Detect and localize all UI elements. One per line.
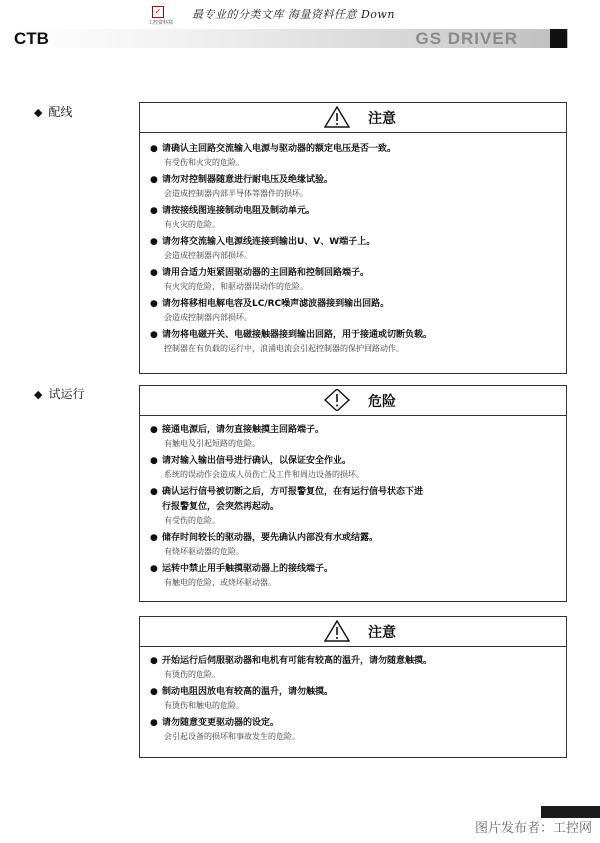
- bullet-dot-icon: ●: [150, 175, 158, 185]
- list-item: [150, 143, 560, 169]
- list-item: [150, 486, 560, 527]
- item-text: 请勿将移相电解电容及LC/RC噪声滤波器接到输出回路。: [162, 299, 390, 309]
- bullet-dot-icon: ●: [150, 330, 158, 340]
- box-header: [140, 617, 566, 647]
- box-title: 危险: [368, 394, 396, 410]
- box-header: [140, 103, 566, 133]
- bullet-dot-icon: ●: [150, 656, 158, 666]
- list-item: [150, 236, 560, 262]
- list-item: [150, 267, 560, 293]
- item-note: 会造成控制器内部损坏。: [164, 251, 252, 260]
- bullet-dot-icon: ●: [150, 564, 158, 574]
- bullet-dot-icon: ●: [150, 456, 158, 466]
- danger-box-trial-run: [139, 385, 567, 602]
- list-item: [150, 455, 560, 481]
- list-item: [150, 717, 560, 743]
- box-title: 注意: [368, 625, 396, 641]
- top-banner: [0, 4, 600, 26]
- item-text: 请按接线图连接制动电阻及制动单元。: [162, 206, 316, 216]
- list-item: [150, 686, 560, 712]
- bullet-dot-icon: ●: [150, 718, 158, 728]
- bullet-dot-icon: ●: [150, 425, 158, 435]
- list-item: [150, 298, 560, 324]
- item-note: 会造成控制器内部半导体等器件的损坏。: [164, 189, 308, 198]
- caution-box-wiring: [139, 102, 567, 374]
- diamond-bullet-icon: ◆: [34, 106, 43, 119]
- warning-triangle-icon: [324, 106, 350, 128]
- bullet-dot-icon: ●: [150, 533, 158, 543]
- item-list: [150, 143, 560, 360]
- warning-triangle-icon: [324, 620, 350, 642]
- item-note: 会引起设备的损坏和事故发生的危险。: [164, 732, 300, 741]
- logo-check-icon: ✓: [152, 6, 164, 18]
- logo-subtitle: 工控资料窝: [148, 20, 174, 26]
- item-list: [150, 424, 560, 594]
- item-note: 有触电及引起短路的危险。: [164, 439, 260, 448]
- item-note: 有烫伤的危险。: [164, 670, 220, 679]
- list-item: [150, 424, 560, 450]
- item-note: 有火灾的危险。: [164, 220, 220, 229]
- list-item: [150, 655, 560, 681]
- item-list: [150, 655, 560, 748]
- item-text: 请勿随意变更驱动器的设定。: [162, 718, 280, 728]
- bullet-dot-icon: ●: [150, 268, 158, 278]
- bullet-dot-icon: ●: [150, 487, 158, 497]
- header-product: GS DRIVER: [415, 29, 518, 48]
- item-note: 控制器在有负载的运行中，浪涌电流会引起控制器的保护回路动作。: [164, 344, 404, 353]
- box-header: [140, 386, 566, 416]
- item-note: 有烧坏驱动器的危险。: [164, 547, 244, 556]
- item-note: 有受伤和火灾的危险。: [164, 158, 244, 167]
- item-text: 接通电源后，请勿直接触摸主回路端子。: [162, 425, 325, 435]
- diamond-bullet-icon: ◆: [34, 388, 43, 401]
- item-text: 请对输入输出信号进行确认，以保证安全作业。: [162, 456, 352, 466]
- list-item: [150, 532, 560, 558]
- list-item: [150, 329, 560, 355]
- item-note: 有火灾的危险，和驱动器误动作的危险。: [164, 282, 308, 291]
- list-item: [150, 563, 560, 589]
- section-label-text: 配线: [48, 105, 73, 119]
- footer-watermark: 图片发布者：工控网: [474, 821, 592, 836]
- bullet-dot-icon: ●: [150, 299, 158, 309]
- item-text: 请勿将电磁开关、电磁接触器接到输出回路，用于接通或切断负载。: [162, 330, 433, 340]
- item-note: 会造成控制器内部损坏。: [164, 313, 252, 322]
- list-item: [150, 174, 560, 200]
- item-text: 确认运行信号被切断之后，方可报警复位，在有运行信号状态下进: [162, 487, 424, 497]
- danger-diamond-icon: [324, 389, 350, 411]
- header-block: [550, 29, 567, 48]
- bullet-dot-icon: ●: [150, 144, 158, 154]
- list-item: [150, 205, 560, 231]
- section-label-trial-run: [34, 385, 84, 402]
- item-text: 请勿将交流输入电源线连接到输出U、V、W端子上。: [162, 237, 376, 247]
- item-note: 有触电的危险，或烧坏驱动器。: [164, 578, 276, 587]
- bullet-dot-icon: ●: [150, 687, 158, 697]
- item-note: 有受伤的危险。: [164, 516, 220, 525]
- bullet-dot-icon: ●: [150, 237, 158, 247]
- header-brand: CTB: [14, 29, 49, 48]
- item-text: 开始运行后伺服驱动器和电机有可能有较高的温升，请勿随意触摸。: [162, 656, 433, 666]
- item-text: 制动电阻因放电有较高的温升，请勿触摸。: [162, 687, 334, 697]
- section-label-text: 试运行: [48, 387, 85, 401]
- item-text: 储存时间较长的驱动器，要先确认内部没有水或结露。: [162, 533, 379, 543]
- section-label-wiring: [34, 103, 72, 120]
- box-title: 注意: [368, 111, 396, 127]
- item-text: 请用合适力矩紧固驱动器的主回路和控制回路端子。: [162, 268, 370, 278]
- item-text: 运转中禁止用手触摸驱动器上的接线端子。: [162, 564, 334, 574]
- item-note: 系统的误动作会造成人员伤亡及工件和周边设备的损坏。: [164, 470, 364, 479]
- item-text-continued: 行报警复位，会突然再起动。: [162, 502, 280, 512]
- banner-slogan: 最专业的分类文库 海量资料任意 Down: [192, 8, 395, 21]
- item-text: 请确认主回路交流输入电源与驱动器的额定电压是否一致。: [162, 144, 397, 154]
- item-text: 请勿对控制器随意进行耐电压及绝缘试验。: [162, 175, 334, 185]
- bullet-dot-icon: ●: [150, 206, 158, 216]
- caution-box-operation: [139, 616, 567, 758]
- item-note: 有烫伤和触电的危险。: [164, 701, 244, 710]
